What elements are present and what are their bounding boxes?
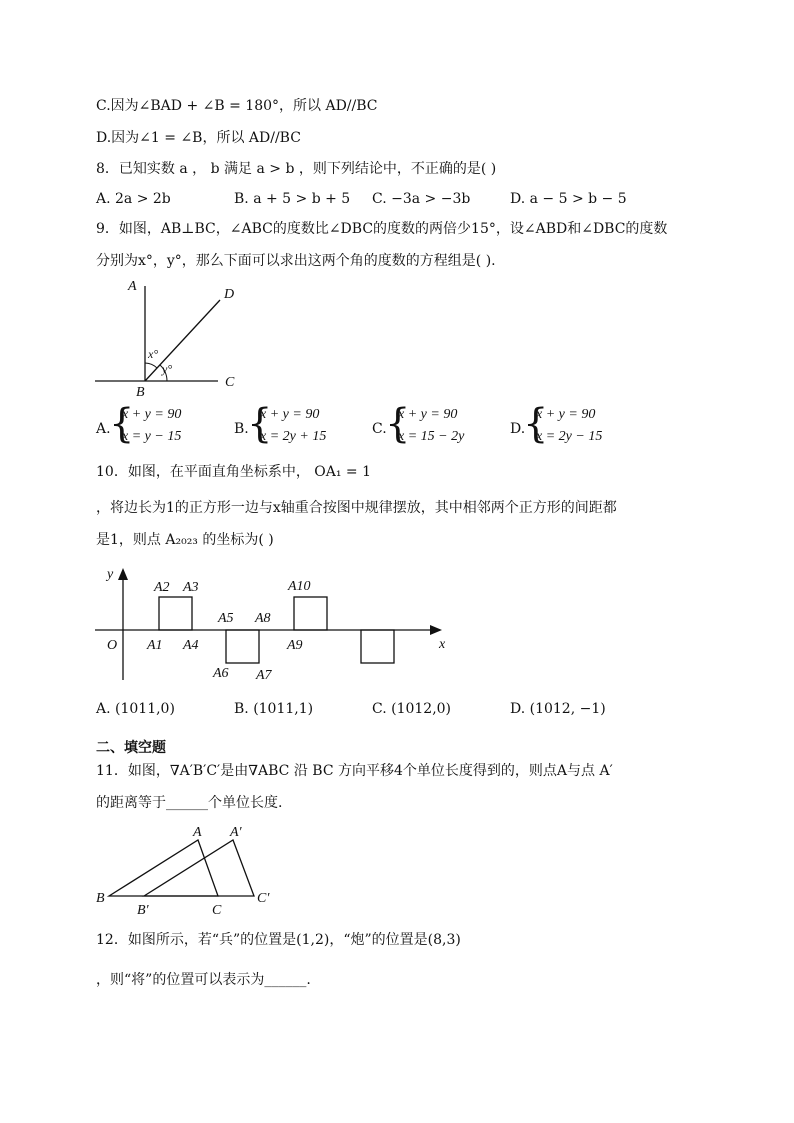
q9-angle-figure	[90, 278, 250, 398]
brace-icon: {	[109, 401, 135, 447]
label-a8: A8	[255, 611, 271, 626]
label-o: O	[107, 638, 118, 653]
q10-stem-line1: 10．如图，在平面直角坐标系中， OA₁ = 1	[96, 464, 372, 480]
q9-stem-line1: 9．如图，AB⊥BC，∠ABC的度数比∠DBC的度数的两倍少15°，设∠ABD和∠DBC的度数	[96, 221, 668, 237]
q12-stem-line1: 12．如图所示，若“兵”的位置是(1,2)，“炮”的位置是(8,3)	[96, 932, 461, 948]
q9-option-d	[510, 401, 640, 452]
y-axis-arrow-icon	[118, 568, 128, 580]
label-a-prime: A′	[230, 825, 242, 840]
option-letter: C.	[372, 421, 387, 437]
label-x: x	[439, 637, 446, 652]
q10-coordinate-figure	[90, 558, 460, 688]
label-a4: A4	[183, 638, 199, 653]
equation-1: x + y = 90	[260, 407, 320, 422]
section-title: 二、填空题	[96, 740, 166, 756]
equation-2: x = y − 15	[122, 429, 182, 444]
label-a7: A7	[256, 668, 272, 683]
q10-option-c: C. (1012,0)	[372, 701, 452, 717]
label-y: y	[107, 567, 114, 582]
label-a9: A9	[287, 638, 303, 653]
label-a3: A3	[183, 580, 199, 595]
label-b: B	[136, 385, 145, 398]
q11-stem-line2: 的距离等于______个单位长度.	[96, 795, 283, 811]
label-b: B	[96, 891, 105, 906]
q9-stem-line2: 分别为x°，y°，那么下面可以求出这两个角的度数的方程组是( ).	[96, 253, 496, 269]
triangle-a-b-c-prime	[144, 840, 254, 896]
label-x: x°	[148, 347, 159, 361]
q8-option-c: C. −3a > −3b	[372, 191, 471, 207]
option-letter: B.	[234, 421, 249, 437]
ray-bd	[145, 300, 220, 381]
label-a: A	[193, 825, 202, 840]
square-2	[226, 630, 259, 663]
q10-option-d: D. (1012, −1)	[510, 701, 606, 717]
option-letter: D.	[510, 421, 526, 437]
label-a6: A6	[213, 666, 229, 681]
q10-stem-line2: ，将边长为1的正方形一边与x轴重合按图中规律摆放，其中相邻两个正方形的间距都	[96, 500, 617, 516]
q10-stem-line3: 是1，则点 A₂₀₂₃ 的坐标为( )	[96, 532, 274, 548]
q10-option-b: B. (1011,1)	[234, 701, 314, 717]
brace-icon: {	[385, 401, 411, 447]
q9-option-b	[234, 401, 364, 452]
brace-icon: {	[247, 401, 273, 447]
q8-option-d: D. a − 5 > b − 5	[510, 191, 627, 207]
equation-1: x + y = 90	[122, 407, 182, 422]
label-a5: A5	[218, 611, 234, 626]
label-c: C	[212, 903, 222, 918]
q12-stem-line2: ，则“将”的位置可以表示为______.	[96, 972, 311, 988]
q7-option-d: D.因为∠1 = ∠B，所以 AD//BC	[96, 130, 301, 146]
q8-option-b: B. a + 5 > b + 5	[234, 191, 351, 207]
angle-arc-x	[145, 363, 157, 368]
label-y: y°	[162, 362, 173, 376]
label-b-prime: B′	[137, 903, 149, 918]
label-a10: A10	[288, 579, 311, 594]
q11-stem-line1: 11．如图，∇A′B′C′是由∇ABC 沿 BC 方向平移4个单位长度得到的，则点A与点 A′	[96, 763, 613, 779]
square-1	[159, 597, 192, 630]
equation-1: x + y = 90	[398, 407, 458, 422]
q9-option-c	[372, 401, 502, 452]
label-a1: A1	[147, 638, 163, 653]
triangle-abc	[109, 840, 218, 896]
equation-2: x = 2y − 15	[536, 429, 603, 444]
q10-option-a: A. (1011,0)	[96, 701, 175, 717]
q7-option-c: C.因为∠BAD + ∠B = 180°，所以 AD//BC	[96, 98, 378, 114]
equation-2: x = 15 − 2y	[398, 429, 465, 444]
q8-stem: 8．已知实数 a ， b 满足 a > b ，则下列结论中，不正确的是( )	[96, 161, 497, 177]
label-a2: A2	[154, 580, 170, 595]
square-4	[361, 630, 394, 663]
brace-icon: {	[523, 401, 549, 447]
label-c: C	[225, 375, 235, 390]
equation-2: x = 2y + 15	[260, 429, 327, 444]
option-letter: A.	[96, 421, 111, 437]
q8-option-a: A. 2a > 2b	[96, 191, 171, 207]
q11-translation-figure	[92, 818, 292, 920]
square-3	[294, 597, 327, 630]
q9-option-a	[96, 401, 226, 452]
label-d: D	[224, 287, 235, 302]
x-axis-arrow-icon	[430, 625, 442, 635]
label-a: A	[128, 279, 137, 294]
label-c-prime: C′	[257, 891, 270, 906]
equation-1: x + y = 90	[536, 407, 596, 422]
